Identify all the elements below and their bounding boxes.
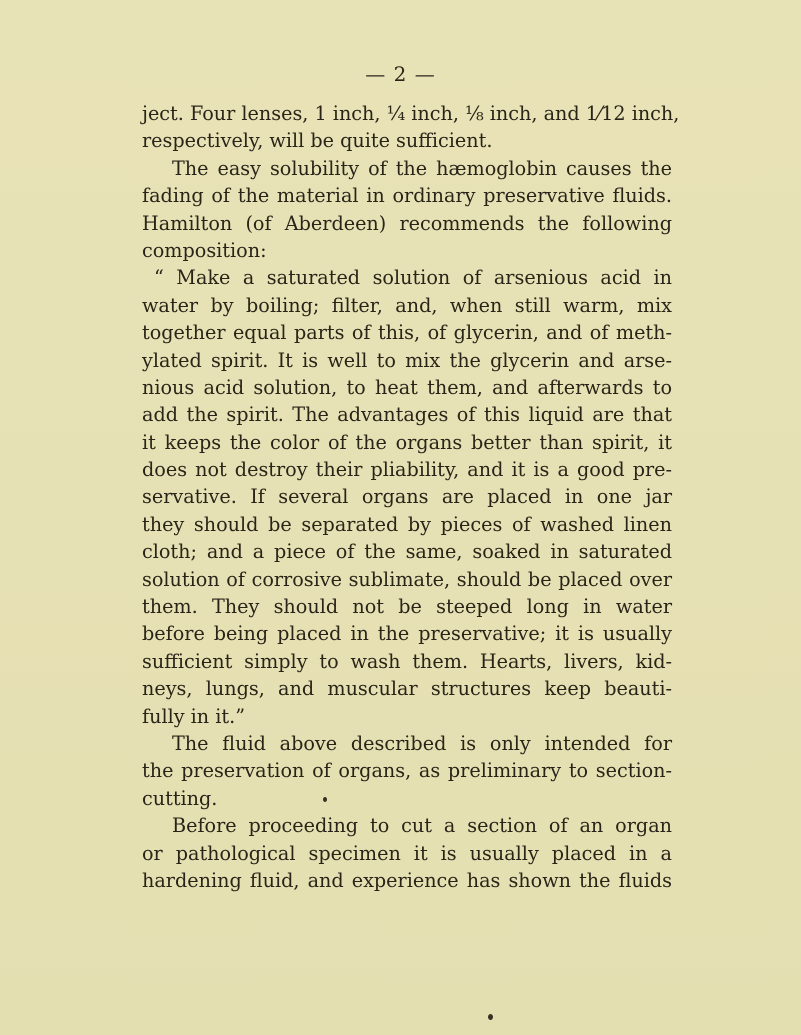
text-line: sufficient simply to wash them. Hearts, livers, kid- [142,649,672,673]
paragraph-start: Before proceeding to cut a section of an organ [172,814,672,838]
text-line: the preservation of organs, as preliminary to section- [142,759,672,783]
quotation-start: “ Make a saturated solution of arsenious acid in [154,266,672,290]
text-line: before being placed in the preservative; it is usually [142,622,672,646]
text-line: Hamilton (of Aberdeen) recommends the following [142,211,672,235]
text-line: does not destroy their pliability, and it is a good pre- [142,458,672,482]
paragraph-start: The fluid above described is only intended for [172,731,672,755]
ink-speck [323,797,327,802]
text-line: it keeps the color of the organs better than spirit, it [142,430,672,454]
text-line: they should be separated by pieces of washed linen [142,512,672,536]
text-line: servative. If several organs are placed in one jar [142,485,672,509]
text-line: together equal parts of this, of glycerin, and of meth- [142,321,672,345]
text-line: or pathological specimen it is usually placed in a [142,841,672,865]
text-line: water by boiling; filter, and, when still warm, mix [142,293,672,317]
ink-speck [488,1014,493,1020]
text-line: ject. Four lenses, 1 inch, ¼ inch, ⅛ inch, and 1⁄12 inch, [142,102,680,125]
body-text [142,100,680,894]
paragraph-start: The easy solubility of the hæmoglobin causes the [172,156,672,180]
text-line: fading of the material in ordinary preservative fluids. [142,184,672,208]
text-line: them. They should not be steeped long in water [142,595,672,619]
page-number: — 2 — [365,62,436,86]
text-line: solution of corrosive sublimate, should be placed over [142,567,672,591]
text-line: respectively, will be quite sufficient. [142,129,493,153]
text-line: nious acid solution, to heat them, and afterwards to [142,375,672,399]
text-line: ylated spirit. It is well to mix the glycerin and arse- [142,348,672,372]
text-line: cloth; and a piece of the same, soaked in saturated [142,540,672,564]
text-line: cutting. [142,786,218,810]
text-line: neys, lungs, and muscular structures keep beauti- [142,677,672,701]
text-line: composition: [142,238,267,262]
text-line: add the spirit. The advantages of this liquid are that [142,403,672,427]
text-line: hardening fluid, and experience has shown the fluids [142,868,672,892]
text-line: fully in it.” [142,704,246,728]
